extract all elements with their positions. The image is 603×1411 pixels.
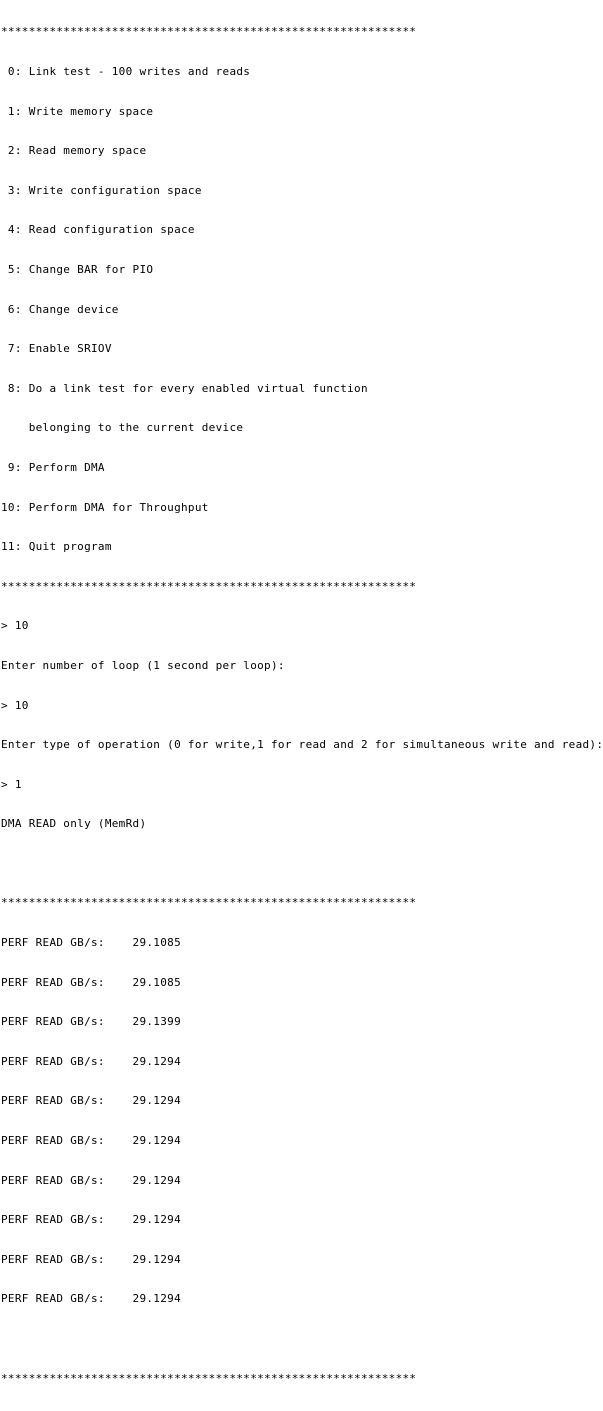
menu-item-change-bar: 5: Change BAR for PIO xyxy=(1,262,154,276)
input-operation-type: > 1 xyxy=(1,777,22,791)
perf-result-line: PERF READ GB/s: 29.1294 xyxy=(1,1094,181,1108)
menu-item-link-test: 0: Link test - 100 writes and reads xyxy=(1,65,251,78)
prompt-operation-type: Enter type of operation (0 for write,1 for read and 2 for simultaneous write and read): xyxy=(1,738,603,752)
blank-line xyxy=(1,1332,603,1345)
menu-item-vf-link-test-cont: belonging to the current device xyxy=(1,421,244,435)
perf-result-line: PERF READ GB/s: 29.1294 xyxy=(1,1134,181,1148)
perf-result-line: PERF READ GB/s: 29.1085 xyxy=(1,975,181,989)
status-dma-mode: DMA READ only (MemRd) xyxy=(1,817,147,831)
menu-item-dma-throughput: 10: Perform DMA for Throughput xyxy=(1,500,209,514)
menu-item-quit: 11: Quit program xyxy=(1,540,112,554)
prompt-loop-count: Enter number of loop (1 second per loop): xyxy=(1,658,285,672)
perf-result-line: PERF READ GB/s: 29.1294 xyxy=(1,1252,181,1266)
menu-item-vf-link-test: 8: Do a link test for every enabled virtual function xyxy=(1,381,368,395)
results-separator-top: ************************************************************ xyxy=(1,896,417,910)
perf-result-line: PERF READ GB/s: 29.1399 xyxy=(1,1015,181,1029)
results-separator-bottom: ************************************************************ xyxy=(1,1371,417,1385)
menu-item-write-config: 3: Write configuration space xyxy=(1,183,202,197)
perf-result-line: PERF READ GB/s: 29.1294 xyxy=(1,1054,181,1068)
perf-result-line: PERF READ GB/s: 29.1085 xyxy=(1,936,181,950)
menu-item-write-memory: 1: Write memory space xyxy=(1,104,154,118)
menu-item-read-memory: 2: Read memory space xyxy=(1,144,147,158)
perf-result-line: PERF READ GB/s: 29.1294 xyxy=(1,1213,181,1227)
menu-separator-bottom: ************************************************************ xyxy=(1,579,417,593)
input-loop-count: > 10 xyxy=(1,698,29,712)
perf-result-line: PERF READ GB/s: 29.1294 xyxy=(1,1292,181,1306)
input-menu-choice: > 10 xyxy=(1,619,29,633)
blank-line xyxy=(1,857,603,870)
menu-item-read-config: 4: Read configuration space xyxy=(1,223,195,237)
menu-item-enable-sriov: 7: Enable SRIOV xyxy=(1,342,112,356)
menu-item-perform-dma: 9: Perform DMA xyxy=(1,460,105,474)
perf-result-line: PERF READ GB/s: 29.1294 xyxy=(1,1173,181,1187)
terminal-output xyxy=(1,0,603,1411)
menu-separator-top: ************************************************************ xyxy=(1,25,417,39)
menu-item-change-device: 6: Change device xyxy=(1,302,119,316)
